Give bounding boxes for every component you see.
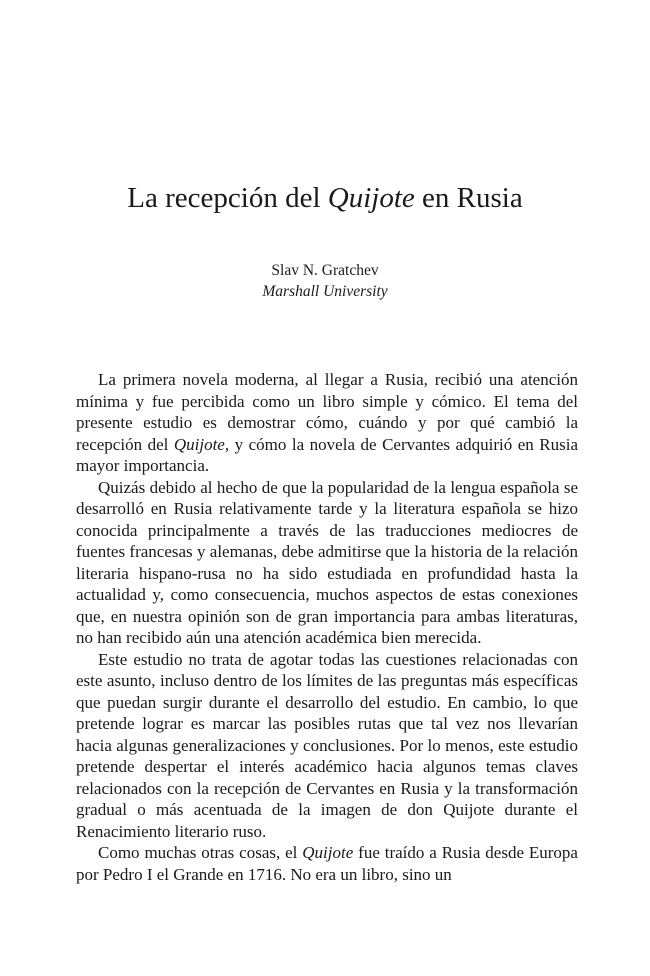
title-text-start: La recepción del bbox=[127, 182, 328, 214]
article-body bbox=[76, 369, 578, 885]
author-name: Slav N. Gratchev bbox=[271, 262, 379, 279]
paragraph-4-text-a: Como muchas otras cosas, el bbox=[98, 843, 303, 862]
paragraph-1 bbox=[76, 369, 578, 477]
title-text-end: en Rusia bbox=[414, 182, 523, 214]
paragraph-2: Quizás debido al hecho de que la popularidad de la lengua española se desarrolló en Rusia relativamente tarde y la literatura española se hizo conocida principalmente a través de las traducciones mediocres de fuentes francesas y alemanas, debe admitirse que la historia de la relación literaria hispano-rusa no ha sido estudiada en profundidad hasta la actualidad y, como consecuencia, muchos aspectos de estas conexiones que, en nuestra opinión son de gran importancia para ambas literaturas, no han recibido aún una atención académica bien merecida. bbox=[76, 477, 578, 647]
paragraph-3: Este estudio no trata de agotar todas las cuestiones relacionadas con este asunto, incluso dentro de los límites de las preguntas más específicas que puedan surgir durante el desarrollo del estudio. En cambio, lo que pretende lograr es marcar las posibles rutas que tal vez nos llevarían hacia algunas generalizaciones y conclusiones. Por lo menos, este estudio pretende despertar el interés académico hacia algunos temas claves relacionados con la recepción de Cervantes en Rusia y la transformación gradual o más acentuada de la imagen de don Quijote durante el Renacimiento literario ruso. bbox=[76, 649, 578, 841]
paragraph-1-text-a: La primera novela moderna, al llegar a Rusia, recibió una atención mínima y fue percibida como un libro simple y cómico. El tema del presente estudio es demostrar cómo, cuándo y por qué cambió la recepción del bbox=[76, 370, 578, 454]
paragraph-1-text-c: y cómo la novela de Cervantes adquirió en Rusia mayor importancia. bbox=[76, 434, 578, 475]
paragraph-4-text-c: fue traído a Rusia desde Europa por Pedro I el Grande en 1716. No era un libro, sino un bbox=[76, 843, 578, 884]
author-affiliation: Marshall University bbox=[262, 283, 388, 300]
article-title bbox=[0, 178, 650, 218]
paragraph-4-italic: Quijote bbox=[302, 843, 354, 862]
paragraph-4 bbox=[76, 842, 578, 885]
paragraph-1-italic: Quijote, bbox=[173, 434, 230, 454]
title-italic-work: Quijote bbox=[327, 182, 415, 214]
